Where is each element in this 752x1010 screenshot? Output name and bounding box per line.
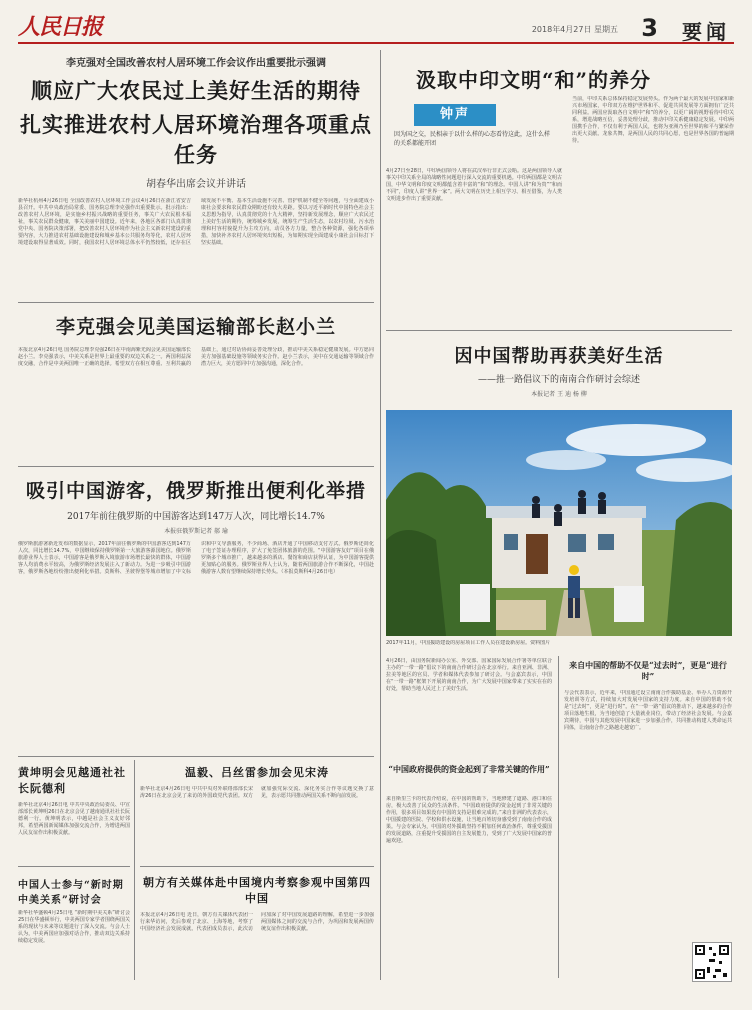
li-chao-body: 本报北京4月26日电 国务院总理李克强26日在中南海紫光阁会见美国运输部长赵小兰。李克强表示，中美关系是世界上最重要的双边关系之一。两国利益深度交融，合作是中美两国唯一正确的选择。希望双方在相互尊重、互利共赢的基础上，通过对话协商妥善处理分歧，推动中美关系稳定健康发展。中方愿同美方加强基础设施等领域务实合作。赵小兰表示，美中在交通运输等领域合作潜力巨大，美方愿同中方加强沟通，深化合作。 <box>18 347 374 367</box>
huang-kunming-title: 黄坤明会见越通社社长阮德利 <box>18 766 126 795</box>
li-chao-article <box>18 312 374 455</box>
delegation-body: 本报北京4月26日电 近日，朝方有关媒体代表团一行来华访问，先后参观了北京、上海等地，考察了中国经济社会发展成就。代表团成员表示，此次访问加深了对中国发展道路的理解，希望进一步加强两国媒体之间的交流与合作，为巩固和发展两国传统友谊作出积极贡献。 <box>140 912 374 932</box>
divider <box>558 656 559 978</box>
russia-subtitle: 2017年前往俄罗斯的中国游客达到147万人次，同比增长14.7% <box>67 512 325 522</box>
feature-subhead-left: “中国政府提供的资金起到了非常关键的作用” <box>388 764 550 774</box>
wen-lv-article <box>140 764 374 864</box>
page-number: 3 <box>641 14 658 42</box>
column-divider <box>380 50 381 980</box>
commentary-title: 汲取中印文明“和”的养分 <box>416 68 652 92</box>
seminar-title: 中国人士参与“新时期中美关系”研讨会 <box>18 880 124 906</box>
lead-title-line2: 扎实推进农村人居环境治理各项重点任务 <box>20 112 372 167</box>
commentary-body-left: 4月27日至28日，中印两国领导人将在武汉举行非正式会晤。这是两国领导人就事关中印关系全局的战略性问题进行深入交流的重要机遇。中印两国都是文明古国，中华文明和印度文明都蕴含着丰富的“和”的理念。中国人讲“和为贵”“和而不同”，印度人讲“世界一家”。两大文明在历史上相互学习、相互借鉴，为人类文明进步作出了重要贡献。 <box>386 168 562 202</box>
delegation-article <box>140 874 374 1008</box>
russia-title: 吸引中国游客，俄罗斯推出便利化举措 <box>25 480 366 502</box>
wen-lv-title: 温毅、吕丝雷参加会见宋涛 <box>185 766 329 779</box>
divider <box>134 760 135 980</box>
feature-photo <box>386 410 732 636</box>
commentary-body-right: 当前，中印关系总体保持稳定发展势头。作为两个最大的发展中国家和新兴市场国家，中印双方在维护世界和平、促进共同发展等方面拥有广泛共同利益。两国应汲取各自文明中“和”的养分，以更广阔的视野看待中印关系，增进战略互信，妥善处理分歧，推动中印关系健康稳定发展。中印两国携手合作，不仅有利于两国人民，也将为亚洲乃至世界的和平与繁荣作出更大贡献。龙象共舞，是两国人民的共同心愿，也是世界各国的普遍期待。 <box>572 96 734 144</box>
divider <box>18 466 374 467</box>
lead-title-line1: 顺应广大农民过上美好生活的期待 <box>31 78 361 103</box>
delegation-title: 朝方有关媒体赴中国境内考察参观中国第四中国 <box>143 876 371 905</box>
column-label-badge: 钟声 <box>414 104 496 126</box>
lead-kicker: 李克强对全国改善农村人居环境工作会议作出重要批示强调 <box>66 58 326 69</box>
feature-title: 因中国帮助再获美好生活 <box>454 346 664 367</box>
divider <box>140 866 374 867</box>
feature-article <box>386 342 732 398</box>
divider <box>18 302 374 303</box>
newspaper-logo: 人民日报 <box>18 14 103 40</box>
feature-subtitle: ——推一路倡议下的南南合作研讨会综述 <box>477 375 640 385</box>
feature-body-right: 与会代表表示，近年来，中国通过设立南南合作援助基金、举办人力资源开发培训等方式，持续加大对发展中国家的支持力度。来自中国的帮助不仅是“过去时”，更是“进行时”。在“一带一路”倡议的推动下，越来越多的合作项目落地生根，为当地创造了大量就业岗位，带动了经济社会发展。与会嘉宾期待，中国与其他发展中国家进一步加强合作，共同推动构建人类命运共同体，让南南合作之路越走越宽广。 <box>564 690 732 731</box>
commentary-article <box>386 64 732 93</box>
column-note: 因为国之交，民相亲于以什么样的心态看待这此，这什么样的关系都能开团 <box>394 131 551 147</box>
russia-byline: 本报驻俄罗斯记者 郝 瑜 <box>164 528 228 535</box>
qr-code <box>692 942 732 982</box>
photo-caption: 2017年11月，中国援助建设的房屋项目工作人员在建设新房屋。资料图片 <box>386 640 551 646</box>
masthead <box>18 8 734 44</box>
divider <box>386 330 732 331</box>
feature-body-left: 4月26日，由国务院新闻办公室、外交部、国家国际发展合作署等单位联合主办的“一带一路”倡议下的南南合作研讨会在北京举行。来自亚洲、非洲、拉美等地区的官员、学者和媒体代表参加了研讨会。与会嘉宾表示，中国在“一带一路”框架下开展的南南合作，为广大发展中国家带来了实实在在的好处，帮助当地人民过上了美好生活。 <box>386 658 552 692</box>
russia-article <box>18 476 374 767</box>
lead-article <box>18 54 374 338</box>
li-chao-title: 李克强会见美国运输部长赵小兰 <box>55 316 336 338</box>
seminar-body: 新华社华盛顿4月25日电 “新时期中美关系”研讨会25日在华盛顿举行，中美两国专家学者围绕两国关系的现状与未来等议题进行了深入交流。与会人士认为，中美两国应加强对话合作，推动双边关系持续稳定发展。 <box>18 910 130 944</box>
huang-kunming-body: 新华社北京4月26日电 中共中央政治局委员、中宣部部长黄坤明26日在北京会见了越南通讯社社长阮德利一行。黄坤明表示，中越是社会主义友好邻邦，希望两国新闻媒体加强交流合作，为增进两国人民友谊作出积极贡献。 <box>18 802 130 836</box>
seminar-article <box>18 876 130 1010</box>
russia-body: 俄罗斯旅游署新近发布的数据显示，2017年前往俄罗斯的中国游客达到147万人次，同比增长14.7%，中国继续保持俄罗斯第一大旅游客源国地位。俄罗斯旅游业界人士表示，中国游客是俄罗斯入境旅游市场增长最快的群体，中国游客人均消费水平较高，为俄罗斯经济发展注入了新动力。为进一步吸引中国游客，俄罗斯各地纷纷推出便利化举措。莫斯科、圣彼得堡等城市增加了中文标识和中文导游服务，不少商场、酒店开通了中国移动支付方式。俄罗斯还简化了电子签证办理程序，扩大了免签团体旅游的范围。“中国游客友好”项目在俄罗斯多个城市推广，越来越多的酒店、餐馆和商店获得认证，为中国游客提供更加贴心的服务。俄罗斯业界人士认为，随着两国旅游合作不断深化，中国赴俄游客人数有望继续保持增长势头。（本报莫斯科4月26日电） <box>18 541 374 575</box>
issue-date: 2018年4月27日 星期五 <box>531 25 618 34</box>
feature-subhead-right: 来自中国的帮助不仅是“过去时”，更是“进行时” <box>569 660 727 681</box>
wen-lv-body: 新华社北京4月26日电 中共中央对外联络部部长宋涛26日在北京会见了来访的外国政党代表团。双方就加强党际交流、深化务实合作等议题交换了意见，表示愿共同推动两国关系不断向前发展。 <box>140 786 374 799</box>
divider <box>18 756 374 757</box>
lead-subtitle: 胡春华出席会议并讲话 <box>146 179 246 190</box>
feature-body-left-2: 来自斯里兰卡的代表介绍说，在中国的帮助下，当地修建了道路、港口和住房，极大改善了民众的生活条件。“中国政府提供的资金起到了非常关键的作用，很多项目如果没有中国的支持是很难完成的。”来自非洲的代表表示，中国援建的医院、学校和供水设施，让当地百姓切身感受到了南南合作的成果。与会专家认为，中国的对外援助坚持不附加任何政治条件，尊重受援国的发展道路，注重提升受援国的自主发展能力，受到了广大发展中国家的普遍欢迎。 <box>386 796 552 844</box>
feature-byline: 本报记者 王 迪 杨 柳 <box>531 391 587 398</box>
section-title: 要闻 <box>682 20 730 44</box>
lead-body: 新华社杭州4月26日电 全国改善农村人居环境工作会议4月26日在浙江省安吉县召开。中共中央政治局常委、国务院总理李克强作出重要批示。批示指出：改善农村人居环境，是实施乡村振兴战略的重要任务，事关广大农民根本福祉，事关农民群众健康，事关美丽中国建设。近年来，各地区各部门认真贯彻党中央、国务院决策部署，把改善农村人居环境作为社会主义新农村建设的重要内容，大力推进农村基础设施建设和城乡基本公共服务均等化，农村人居环境建设取得显著成效。同时，我国农村人居环境总体水平仍然较低，还存在区域发展不平衡、基本生活设施不完善、管护机制不健全等问题，与全面建成小康社会要求和农民群众期盼还有较大差距。要以习近平新时代中国特色社会主义思想为指导，认真贯彻党的十九大精神，坚持新发展理念，顺应广大农民过上美好生活的期待，统筹城乡发展，统筹生产生活生态，以农村垃圾、污水治理和村容村貌提升为主攻方向，动员各方力量，整合各种资源，强化各项举措，加快补齐农村人居环境突出短板，为如期实现全面建成小康社会目标打下坚实基础。 <box>18 198 374 246</box>
huang-kunming-article <box>18 764 130 888</box>
divider <box>18 866 130 867</box>
